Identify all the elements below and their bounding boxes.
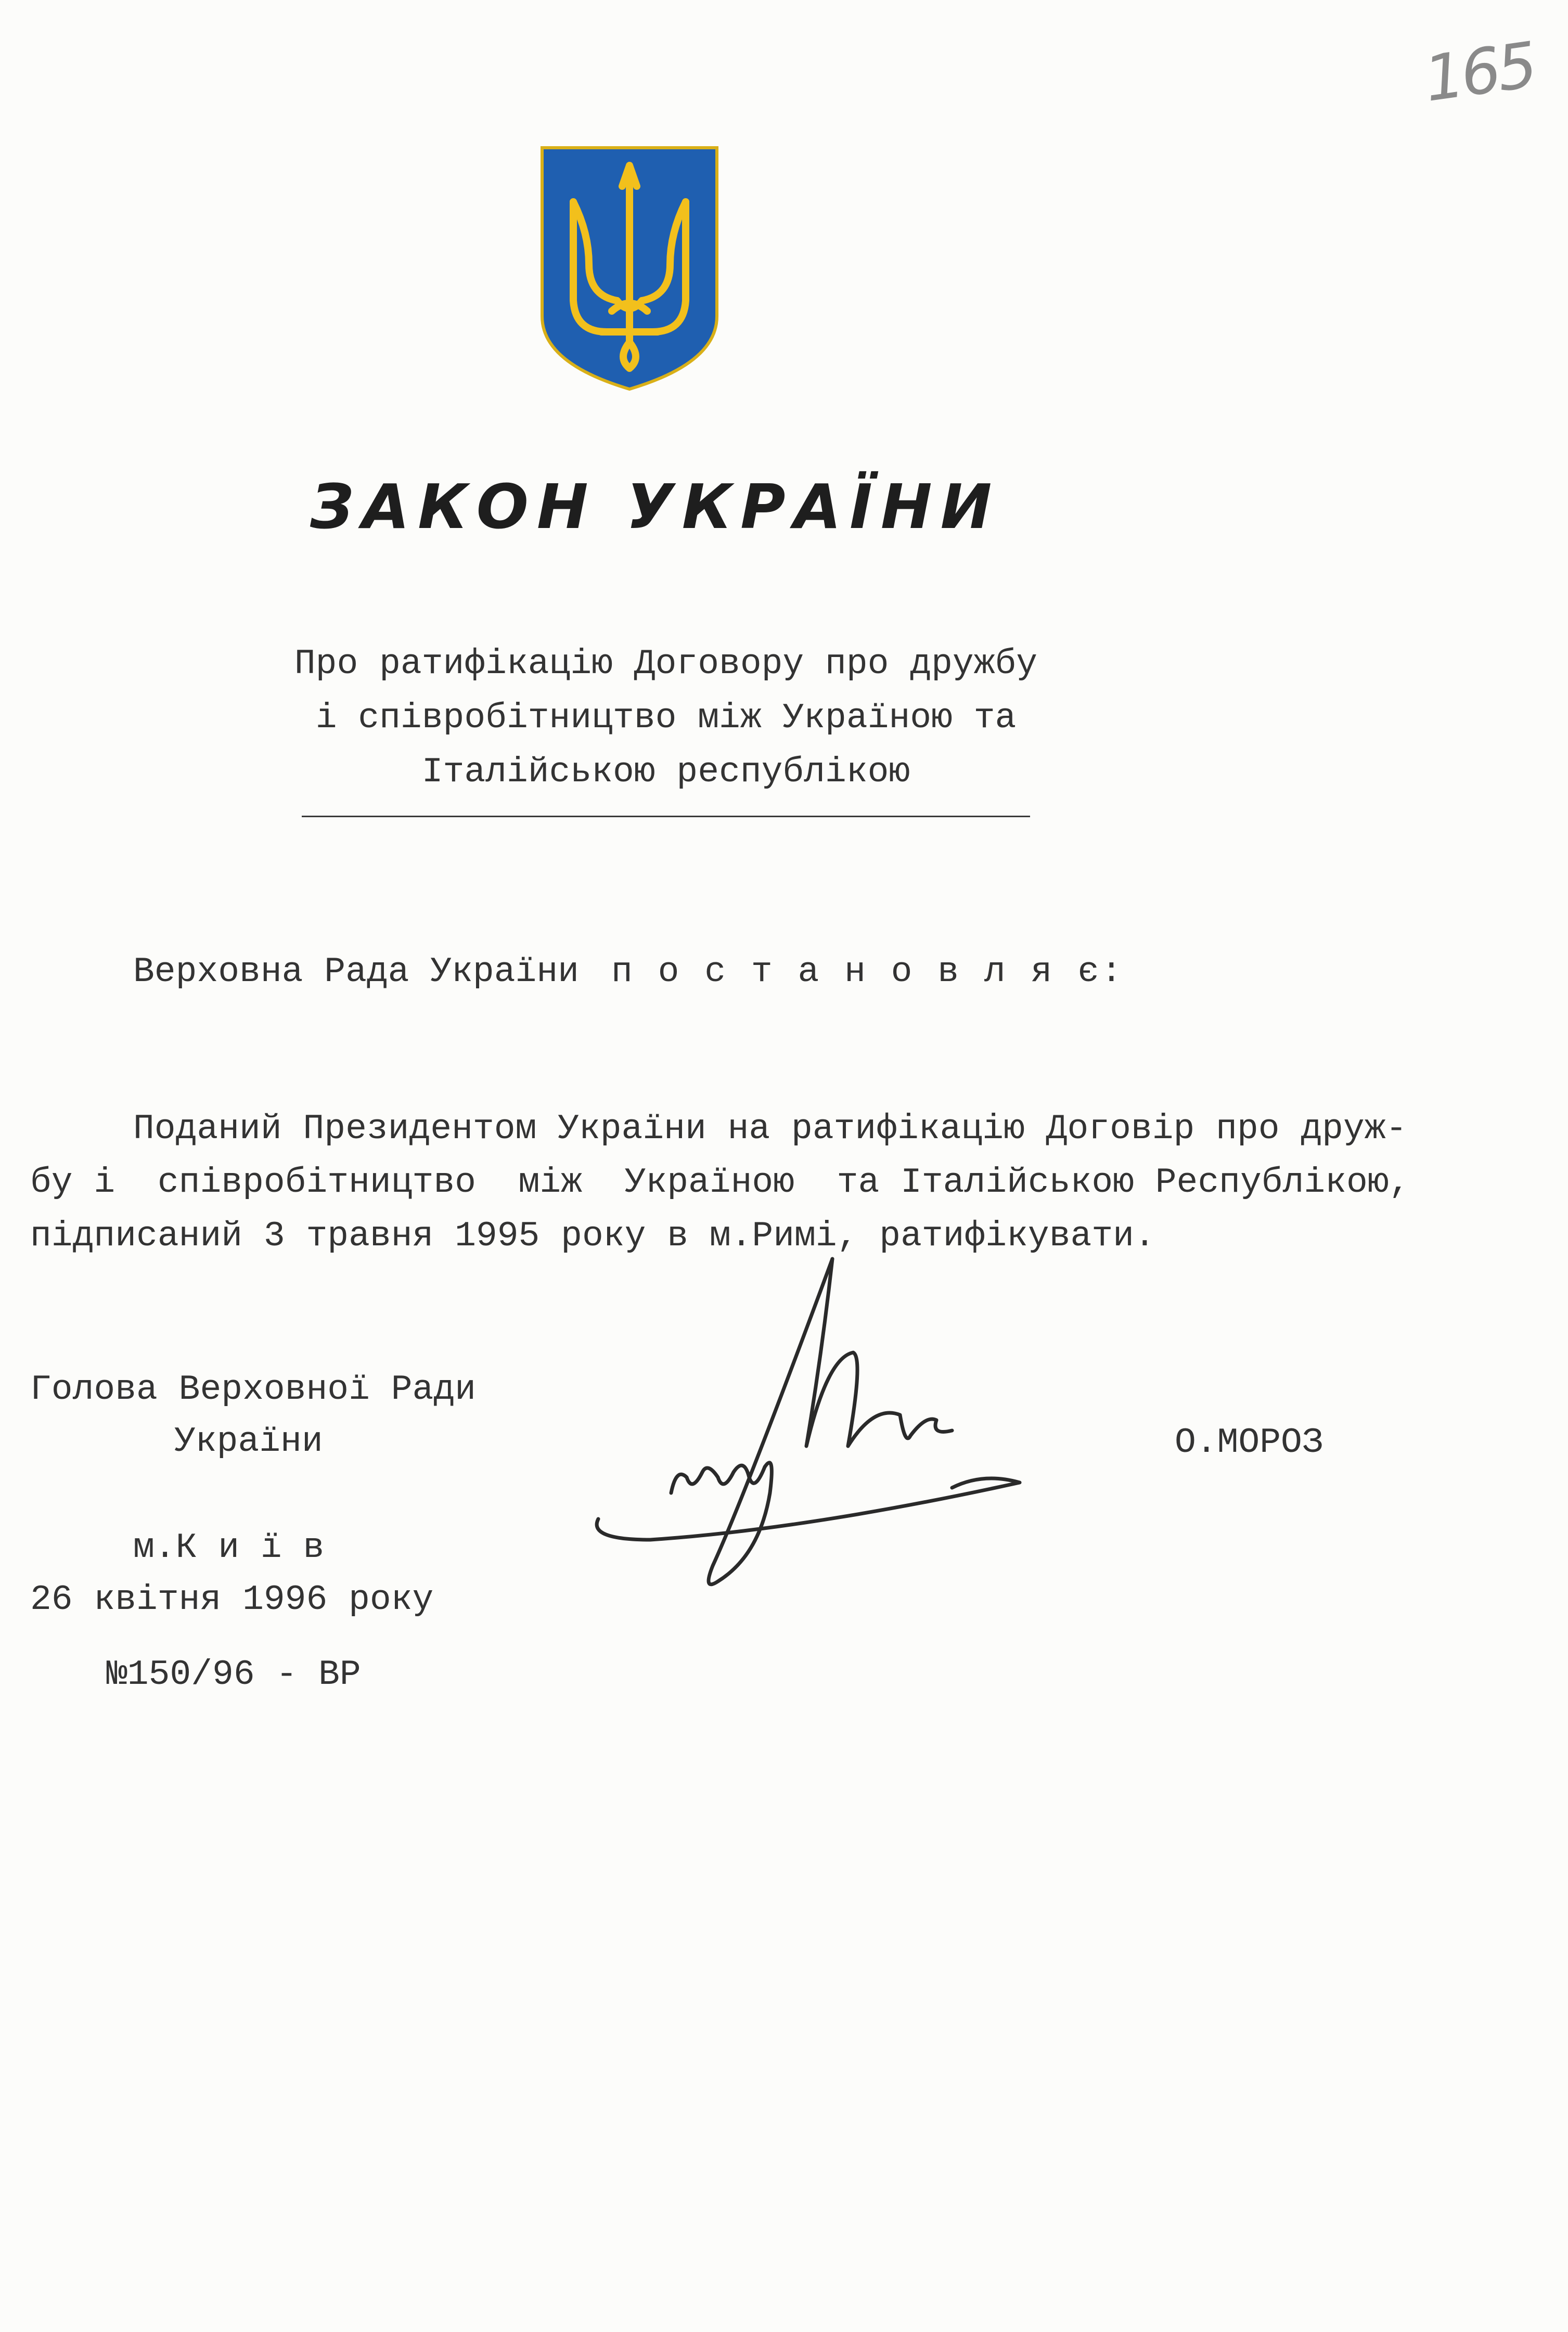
document-title: ЗАКОН УКРАЇНИ <box>310 471 1000 543</box>
signatory-name: О.МОРОЗ <box>1175 1423 1323 1463</box>
archive-page-number: 165 <box>1420 29 1539 117</box>
date-of-signing: 26 квітня 1996 року <box>30 1580 434 1620</box>
body-line: бу і співробітництво між Україною та Італійською Республікою, <box>30 1163 1410 1203</box>
signatory-position: Голова Верховної Ради <box>30 1370 476 1410</box>
tryzub-coat-of-arms-icon <box>539 145 720 392</box>
subtitle-line: Про ратифікацію Договору про дружбу <box>294 644 1038 684</box>
title-underline <box>302 816 1030 817</box>
body-line: підписаний 3 травня 1995 року в м.Римі, ратифікувати. <box>30 1216 1155 1256</box>
preamble-verb: п о с т а н о в л я є: <box>611 952 1124 992</box>
handwritten-signature <box>588 1248 1035 1602</box>
body-line: Поданий Президентом України на ратифікацію Договір про друж- <box>133 1109 1407 1149</box>
law-number: №150/96 - ВР <box>106 1655 361 1695</box>
place-of-signing: м.К и ї в <box>133 1528 325 1568</box>
preamble-subject: Верховна Рада України <box>133 952 579 992</box>
signatory-position: України <box>174 1422 323 1462</box>
subtitle-line: і співробітництво між Україною та <box>315 698 1017 738</box>
law-subtitle <box>291 637 1040 800</box>
subtitle-line: Італійською республікою <box>421 752 910 792</box>
